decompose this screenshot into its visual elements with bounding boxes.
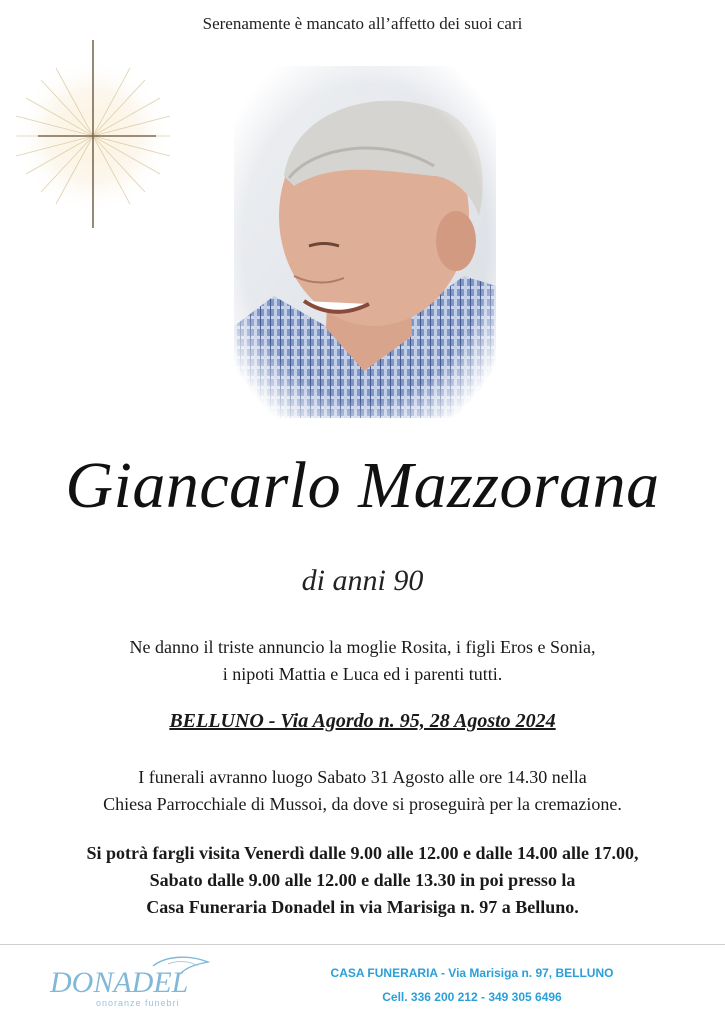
announcement-line-2: i nipoti Mattia e Luca ed i parenti tutti. — [222, 664, 503, 684]
funeral-line-2: Chiesa Parrocchiale di Mussoi, da dove si proseguirà per la cremazione. — [103, 794, 622, 814]
footer-phones: Cell. 336 200 212 - 349 305 6496 — [382, 990, 562, 1004]
funeral-info — [0, 764, 725, 818]
logo-tagline: onoranze funebri — [96, 998, 180, 1008]
visit-line-2: Sabato dalle 9.00 alle 12.00 e dalle 13.30 in poi presso la — [149, 870, 576, 890]
deceased-name: Giancarlo Mazzorana — [65, 449, 660, 522]
visit-line-3: Casa Funeraria Donadel in via Marisiga n. 97 a Belluno. — [146, 897, 579, 917]
intro-text: Serenamente è mancato all’affetto dei suoi cari — [202, 14, 523, 33]
star-cross-icon — [10, 38, 180, 228]
visit-info — [0, 840, 725, 921]
announcement-line-1: Ne danno il triste annuncio la moglie Rosita, i figli Eros e Sonia, — [129, 637, 596, 657]
place-date: BELLUNO - Via Agordo n. 95, 28 Agosto 2024 — [169, 710, 556, 732]
footer-address: CASA FUNERARIA - Via Marisiga n. 97, BELLUNO — [330, 966, 614, 980]
portrait-photo — [234, 66, 496, 418]
deceased-age: di anni 90 — [301, 564, 424, 597]
donadel-logo — [48, 952, 218, 1014]
visit-line-1: Si potrà fargli visita Venerdì dalle 9.00 alle 12.00 e dalle 14.00 alle 17.00, — [86, 843, 639, 863]
footer-divider — [0, 944, 725, 945]
logo-wordmark: DONADEL — [50, 966, 189, 999]
announcement — [0, 634, 725, 688]
funeral-line-1: I funerali avranno luogo Sabato 31 Agosto alle ore 14.30 nella — [138, 767, 587, 787]
